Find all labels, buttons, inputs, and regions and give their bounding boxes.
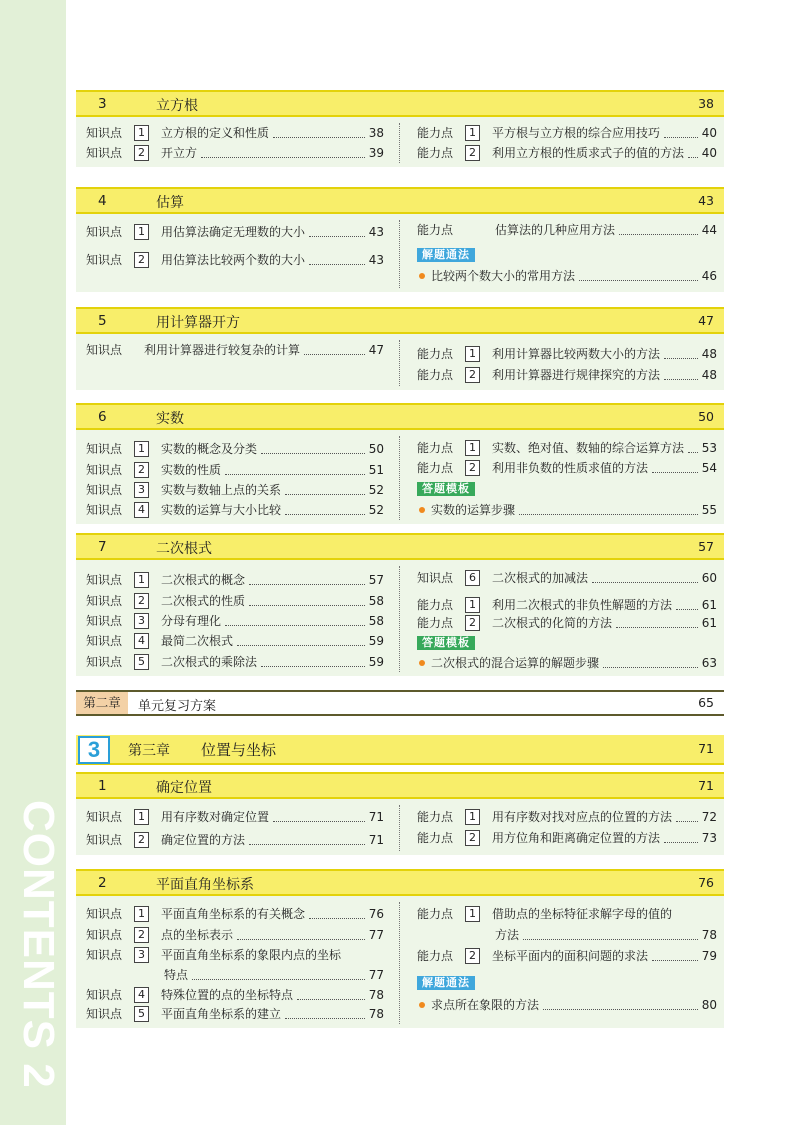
toc-entry[interactable]: 能力点 估算法的几种应用方法 44 xyxy=(417,223,717,237)
entry-number-box: 4 xyxy=(134,633,149,649)
chapter-label: 第三章 xyxy=(128,743,170,759)
column-divider xyxy=(399,436,400,520)
chapter-tag: 第二章 xyxy=(76,692,128,714)
bullet-icon xyxy=(419,1002,425,1008)
toc-entry[interactable]: 知识点 1 用估算法确定无理数的大小 43 xyxy=(86,225,384,239)
section-page: 50 xyxy=(698,409,714,424)
unit-review-row[interactable] xyxy=(76,690,724,716)
bullet-icon xyxy=(419,660,425,666)
toc-entry[interactable]: 知识点 2 开立方 39 xyxy=(86,146,384,160)
section-page: 43 xyxy=(698,193,714,208)
toc-entry[interactable]: 二次根式的混合运算的解题步骤 63 xyxy=(417,653,717,673)
toc-entry[interactable]: 求点所在象限的方法 80 xyxy=(417,995,717,1015)
chapter-number-icon: 3 xyxy=(78,736,110,764)
entry-number-box: 1 xyxy=(134,572,149,588)
column-divider xyxy=(399,220,400,288)
entry-number-box: 1 xyxy=(465,440,480,456)
entry-number-box: 2 xyxy=(465,367,480,383)
section-real-numbers xyxy=(76,403,724,524)
toc-entry[interactable]: 知识点 6 二次根式的加减法 60 xyxy=(417,571,717,585)
toc-entry[interactable]: 能力点 1 平方根与立方根的综合应用技巧 40 xyxy=(417,126,717,140)
column-divider xyxy=(399,123,400,163)
entry-number-box: 4 xyxy=(134,987,149,1003)
chapter-title: 位置与坐标 xyxy=(201,741,277,759)
section-body xyxy=(76,117,724,167)
column-divider xyxy=(399,566,400,672)
toc-entry[interactable]: 知识点 4 最简二次根式 59 xyxy=(86,634,384,648)
template-badge: 答题模板 xyxy=(417,636,475,650)
section-title: 立方根 xyxy=(156,98,198,114)
entry-number-box: 2 xyxy=(134,462,149,478)
column-divider xyxy=(399,902,400,1024)
chapter-header[interactable] xyxy=(76,735,724,765)
entry-number-box: 2 xyxy=(465,615,480,631)
section-body xyxy=(76,430,724,524)
side-strip xyxy=(0,0,66,1125)
toc-entry[interactable]: 知识点 1 立方根的定义和性质 38 xyxy=(86,126,384,140)
toc-entry[interactable]: 能力点 2 利用立方根的性质求式子的值的方法 40 xyxy=(417,146,717,160)
entry-number-box: 2 xyxy=(465,460,480,476)
entry-number-box: 2 xyxy=(134,832,149,848)
section-number: 2 xyxy=(98,875,107,891)
toc-entry[interactable]: 能力点 1 实数、绝对值、数轴的综合运算方法 53 xyxy=(417,441,717,455)
section-body xyxy=(76,334,724,390)
toc-entry[interactable]: 知识点 4 特殊位置的点的坐标特点 78 xyxy=(86,988,384,1002)
entry-number-box: 3 xyxy=(134,482,149,498)
contents-side-label: CONTENTS 2 xyxy=(14,800,63,1089)
entry-number-box: 1 xyxy=(465,597,480,613)
entry-number-box: 1 xyxy=(465,125,480,141)
entry-number-box: 2 xyxy=(134,145,149,161)
bullet-icon xyxy=(419,507,425,513)
entry-number-box: 2 xyxy=(465,145,480,161)
unit-review-page: 65 xyxy=(698,695,714,710)
toc-entry[interactable]: 知识点 1 实数的概念及分类 50 xyxy=(86,442,384,456)
entry-number-box: 5 xyxy=(134,1006,149,1022)
method-badge: 解题通法 xyxy=(417,976,475,990)
section-header[interactable] xyxy=(76,869,724,896)
section-title: 二次根式 xyxy=(156,541,212,557)
section-title: 确定位置 xyxy=(156,780,212,796)
section-number: 5 xyxy=(98,313,107,329)
entry-number-box: 3 xyxy=(134,947,149,963)
entry-number-box: 1 xyxy=(465,346,480,362)
entry-number-box: 6 xyxy=(465,570,480,586)
template-badge: 答题模板 xyxy=(417,482,475,496)
toc-entry[interactable]: 能力点 2 用方位角和距离确定位置的方法 73 xyxy=(417,831,717,845)
section-header[interactable] xyxy=(76,307,724,334)
entry-number-box: 5 xyxy=(134,654,149,670)
entry-number-box: 1 xyxy=(134,125,149,141)
entry-number-box: 4 xyxy=(134,502,149,518)
toc-entry[interactable]: 能力点 1 借助点的坐标特征求解字母的值的 xyxy=(417,907,673,921)
toc-entry[interactable]: 能力点 1 利用计算器比较两数大小的方法 48 xyxy=(417,347,717,361)
section-page: 71 xyxy=(698,778,714,793)
section-header[interactable] xyxy=(76,90,724,117)
toc-entry[interactable]: 知识点 2 点的坐标表示 77 xyxy=(86,928,384,942)
section-page: 38 xyxy=(698,96,714,111)
toc-entry-continued[interactable]: 特点 77 xyxy=(164,968,384,982)
section-body xyxy=(76,560,724,676)
entry-number-box: 2 xyxy=(134,927,149,943)
entry-number-box: 3 xyxy=(134,613,149,629)
toc-entry[interactable]: 知识点 2 二次根式的性质 58 xyxy=(86,594,384,608)
entry-number-box: 1 xyxy=(134,224,149,240)
section-header[interactable] xyxy=(76,533,724,560)
unit-review-title: 单元复习方案 xyxy=(138,699,217,714)
toc-entry[interactable]: 能力点 2 利用非负数的性质求值的方法 54 xyxy=(417,461,717,475)
section-number: 1 xyxy=(98,778,107,794)
toc-entry[interactable]: 能力点 2 利用计算器进行规律探究的方法 48 xyxy=(417,368,717,382)
entry-number-box: 1 xyxy=(465,809,480,825)
section-body xyxy=(76,214,724,292)
method-badge: 解题通法 xyxy=(417,248,475,262)
toc-entry[interactable]: 知识点 利用计算器进行较复杂的计算 47 xyxy=(86,343,384,357)
section-quadratic-radicals xyxy=(76,533,724,676)
toc-entry[interactable]: 知识点 3 分母有理化 58 xyxy=(86,614,384,628)
entry-number-box: 1 xyxy=(134,809,149,825)
section-page: 76 xyxy=(698,875,714,890)
section-calculator xyxy=(76,307,724,390)
entry-number-box: 1 xyxy=(465,906,480,922)
entry-number-box: 1 xyxy=(134,441,149,457)
toc-entry[interactable]: 能力点 2 二次根式的化简的方法 61 xyxy=(417,616,717,630)
toc-entry-continued[interactable]: 方法 78 xyxy=(495,928,717,942)
toc-entry[interactable]: 知识点 2 用估算法比较两个数的大小 43 xyxy=(86,253,384,267)
toc-entry[interactable]: 知识点 5 平面直角坐标系的建立 78 xyxy=(86,1007,384,1021)
toc-entry[interactable]: 知识点 5 二次根式的乘除法 59 xyxy=(86,655,384,669)
column-divider xyxy=(399,805,400,851)
toc-entry[interactable]: 知识点 1 平面直角坐标系的有关概念 76 xyxy=(86,907,384,921)
entry-number-box: 2 xyxy=(134,252,149,268)
section-title: 用计算器开方 xyxy=(156,315,240,331)
toc-entry[interactable]: 知识点 2 确定位置的方法 71 xyxy=(86,833,384,847)
section-header[interactable] xyxy=(76,403,724,430)
section-body xyxy=(76,896,724,1028)
toc-entry[interactable]: 能力点 2 坐标平面内的面积问题的求法 79 xyxy=(417,949,717,963)
entry-number-box: 2 xyxy=(465,830,480,846)
section-title: 平面直角坐标系 xyxy=(156,877,254,893)
chapter-page: 71 xyxy=(698,741,714,756)
section-page: 47 xyxy=(698,313,714,328)
section-page: 57 xyxy=(698,539,714,554)
toc-entry[interactable]: 知识点 2 实数的性质 51 xyxy=(86,463,384,477)
section-determine-position xyxy=(76,772,724,855)
toc-entry[interactable]: 知识点 4 实数的运算与大小比较 52 xyxy=(86,503,384,517)
section-number: 6 xyxy=(98,409,107,425)
bullet-icon xyxy=(419,273,425,279)
entry-number-box: 1 xyxy=(134,906,149,922)
section-title: 实数 xyxy=(156,411,184,427)
column-divider xyxy=(399,340,400,386)
toc-entry[interactable]: 比较两个数大小的常用方法 46 xyxy=(417,266,717,286)
toc-entry[interactable]: 知识点 3 平面直角坐标系的象限内点的坐标 xyxy=(86,948,342,962)
entry-number-box: 2 xyxy=(465,948,480,964)
section-header[interactable] xyxy=(76,187,724,214)
section-number: 4 xyxy=(98,193,107,209)
toc-entry[interactable]: 能力点 1 用有序数对找对应点的位置的方法 72 xyxy=(417,810,717,824)
toc-entry[interactable]: 实数的运算步骤 55 xyxy=(417,500,717,520)
section-cube-root xyxy=(76,90,724,167)
section-estimation xyxy=(76,187,724,292)
section-body xyxy=(76,799,724,855)
toc-entry[interactable]: 知识点 3 实数与数轴上点的关系 52 xyxy=(86,483,384,497)
section-title: 估算 xyxy=(156,195,184,211)
section-number: 7 xyxy=(98,539,107,555)
section-number: 3 xyxy=(98,96,107,112)
toc-entry[interactable]: 能力点 1 利用二次根式的非负性解题的方法 61 xyxy=(417,598,717,612)
toc-entry[interactable]: 知识点 1 二次根式的概念 57 xyxy=(86,573,384,587)
entry-number-box: 2 xyxy=(134,593,149,609)
section-cartesian-system xyxy=(76,869,724,1028)
section-header[interactable] xyxy=(76,772,724,799)
toc-entry[interactable]: 知识点 1 用有序数对确定位置 71 xyxy=(86,810,384,824)
